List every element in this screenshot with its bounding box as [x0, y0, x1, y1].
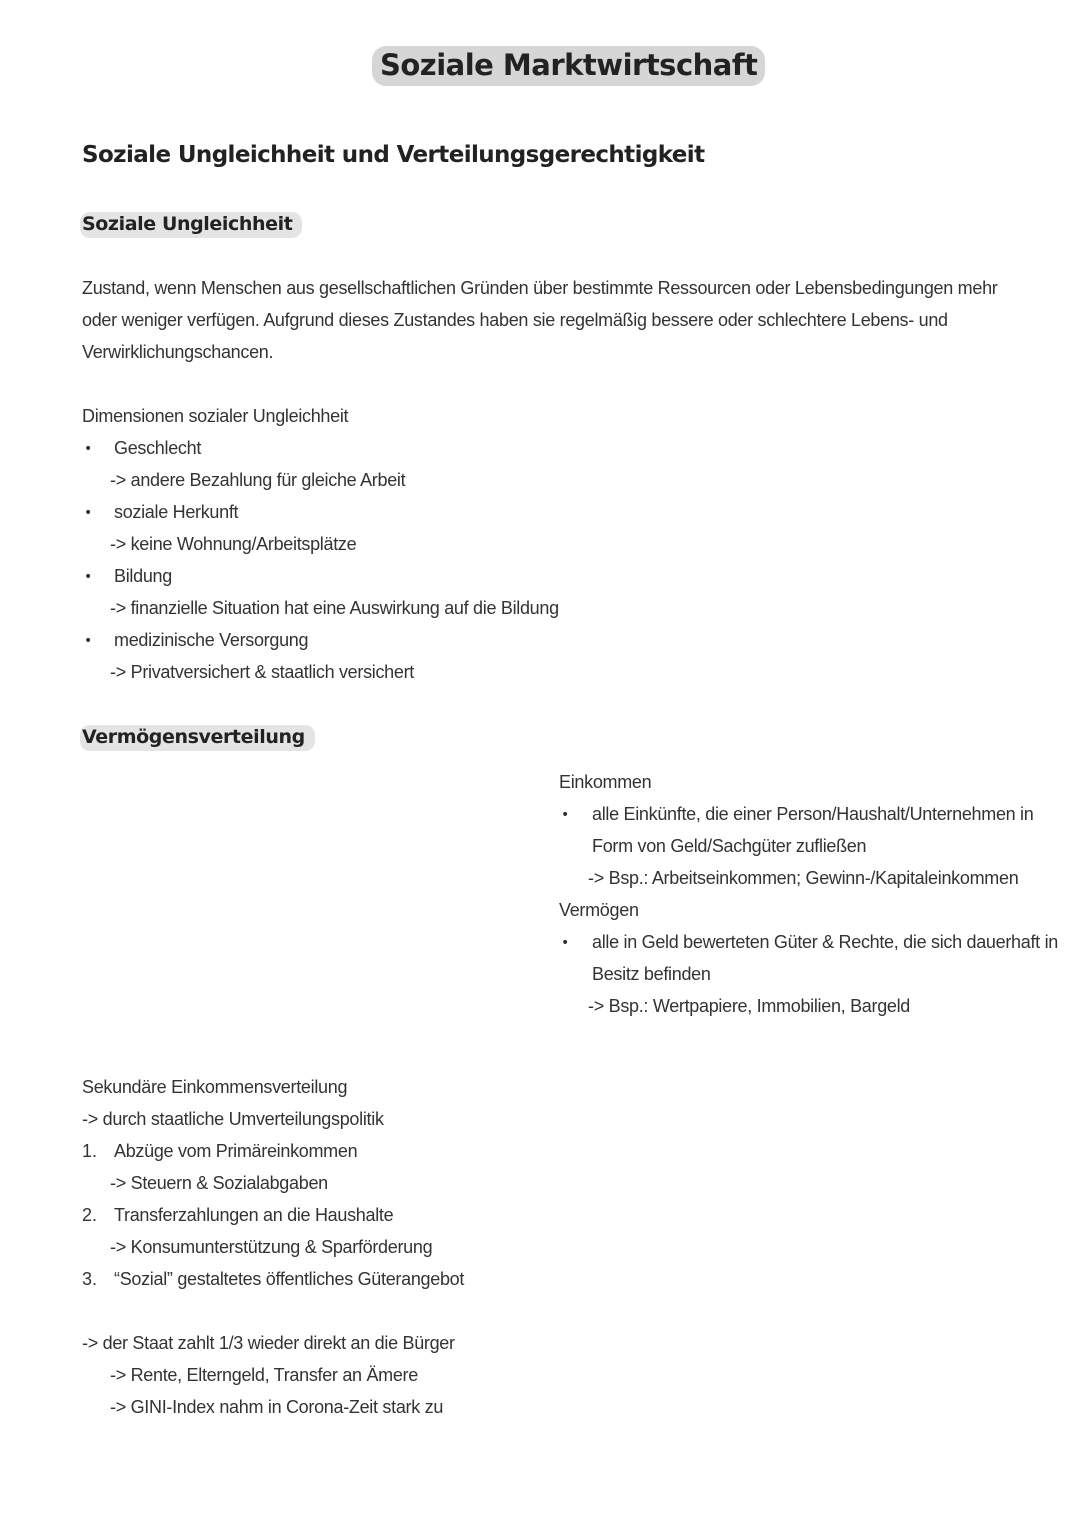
section-heading: Soziale Ungleichheit und Verteilungsgerechtigkeit — [82, 142, 705, 168]
dimension-label: soziale Herkunft — [114, 502, 239, 522]
list-item-note: -> Steuern & Sozialabgaben — [110, 1173, 328, 1193]
sekundaer-title: Sekundäre Einkommensverteilung — [82, 1077, 348, 1097]
list-item-label: Abzüge vom Primäreinkommen — [114, 1141, 358, 1161]
list-number: 2. — [82, 1205, 98, 1225]
staat-note: -> Rente, Elterngeld, Transfer an Ämere — [110, 1365, 418, 1385]
dimension-label: Bildung — [114, 566, 172, 586]
einkommen-line: alle Einkünfte, die einer Person/Haushalt/Unternehmen in — [592, 804, 1034, 824]
dimensions-title: Dimensionen sozialer Ungleichheit — [82, 406, 349, 426]
definition-line: Zustand, wenn Menschen aus gesellschaftlichen Gründen über bestimmte Ressourcen oder Lebensbedingungen mehr — [82, 278, 998, 298]
vermoegen-line: alle in Geld bewerteten Güter & Rechte, die sich dauerhaft in — [592, 932, 1058, 952]
einkommen-note: -> Bsp.: Arbeitseinkommen; Gewinn-/Kapitaleinkommen — [588, 868, 1019, 888]
einkommen-line: Form von Geld/Sachgüter zufließen — [592, 836, 867, 856]
list-number: 1. — [82, 1141, 98, 1161]
dimension-note: -> finanzielle Situation hat eine Auswirkung auf die Bildung — [110, 598, 559, 618]
dimension-note: -> Privatversichert & staatlich versichert — [110, 662, 415, 682]
sekundaer-subtitle: -> durch staatliche Umverteilungspolitik — [82, 1109, 384, 1129]
staat-note: -> GINI-Index nahm in Corona-Zeit stark zu — [110, 1397, 444, 1417]
einkommen-title: Einkommen — [559, 772, 652, 792]
bullet-dot: • — [84, 569, 93, 585]
bullet-dot: • — [84, 505, 93, 521]
dimension-label: medizinische Versorgung — [114, 630, 309, 650]
dimension-note: -> keine Wohnung/Arbeitsplätze — [110, 534, 357, 554]
list-item-label: “Sozial” gestaltetes öffentliches Güterangebot — [114, 1269, 465, 1289]
staat-line: -> der Staat zahlt 1/3 wieder direkt an die Bürger — [82, 1333, 455, 1353]
list-item-label: Transferzahlungen an die Haushalte — [114, 1205, 394, 1225]
dimension-note: -> andere Bezahlung für gleiche Arbeit — [110, 470, 406, 490]
vermoegen-note: -> Bsp.: Wertpapiere, Immobilien, Bargeld — [588, 996, 911, 1016]
definition-line: oder weniger verfügen. Aufgrund dieses Zustandes haben sie regelmäßig bessere oder schlechtere Lebens- und — [82, 310, 948, 330]
bullet-dot: • — [561, 935, 570, 951]
bullet-dot: • — [561, 807, 570, 823]
bullet-dot: • — [84, 441, 93, 457]
subheading-vermoegensverteilung: Vermögensverteilung — [80, 725, 315, 751]
bullet-dot: • — [84, 633, 93, 649]
list-item-note: -> Konsumunterstützung & Sparförderung — [110, 1237, 433, 1257]
vermoegen-line: Besitz befinden — [592, 964, 711, 984]
subheading-soziale-ungleichheit: Soziale Ungleichheit — [80, 212, 302, 238]
dimension-label: Geschlecht — [114, 438, 202, 458]
definition-line: Verwirklichungschancen. — [82, 342, 274, 362]
list-number: 3. — [82, 1269, 98, 1289]
vermoegen-title: Vermögen — [559, 900, 639, 920]
page-title: Soziale Marktwirtschaft — [372, 46, 765, 86]
